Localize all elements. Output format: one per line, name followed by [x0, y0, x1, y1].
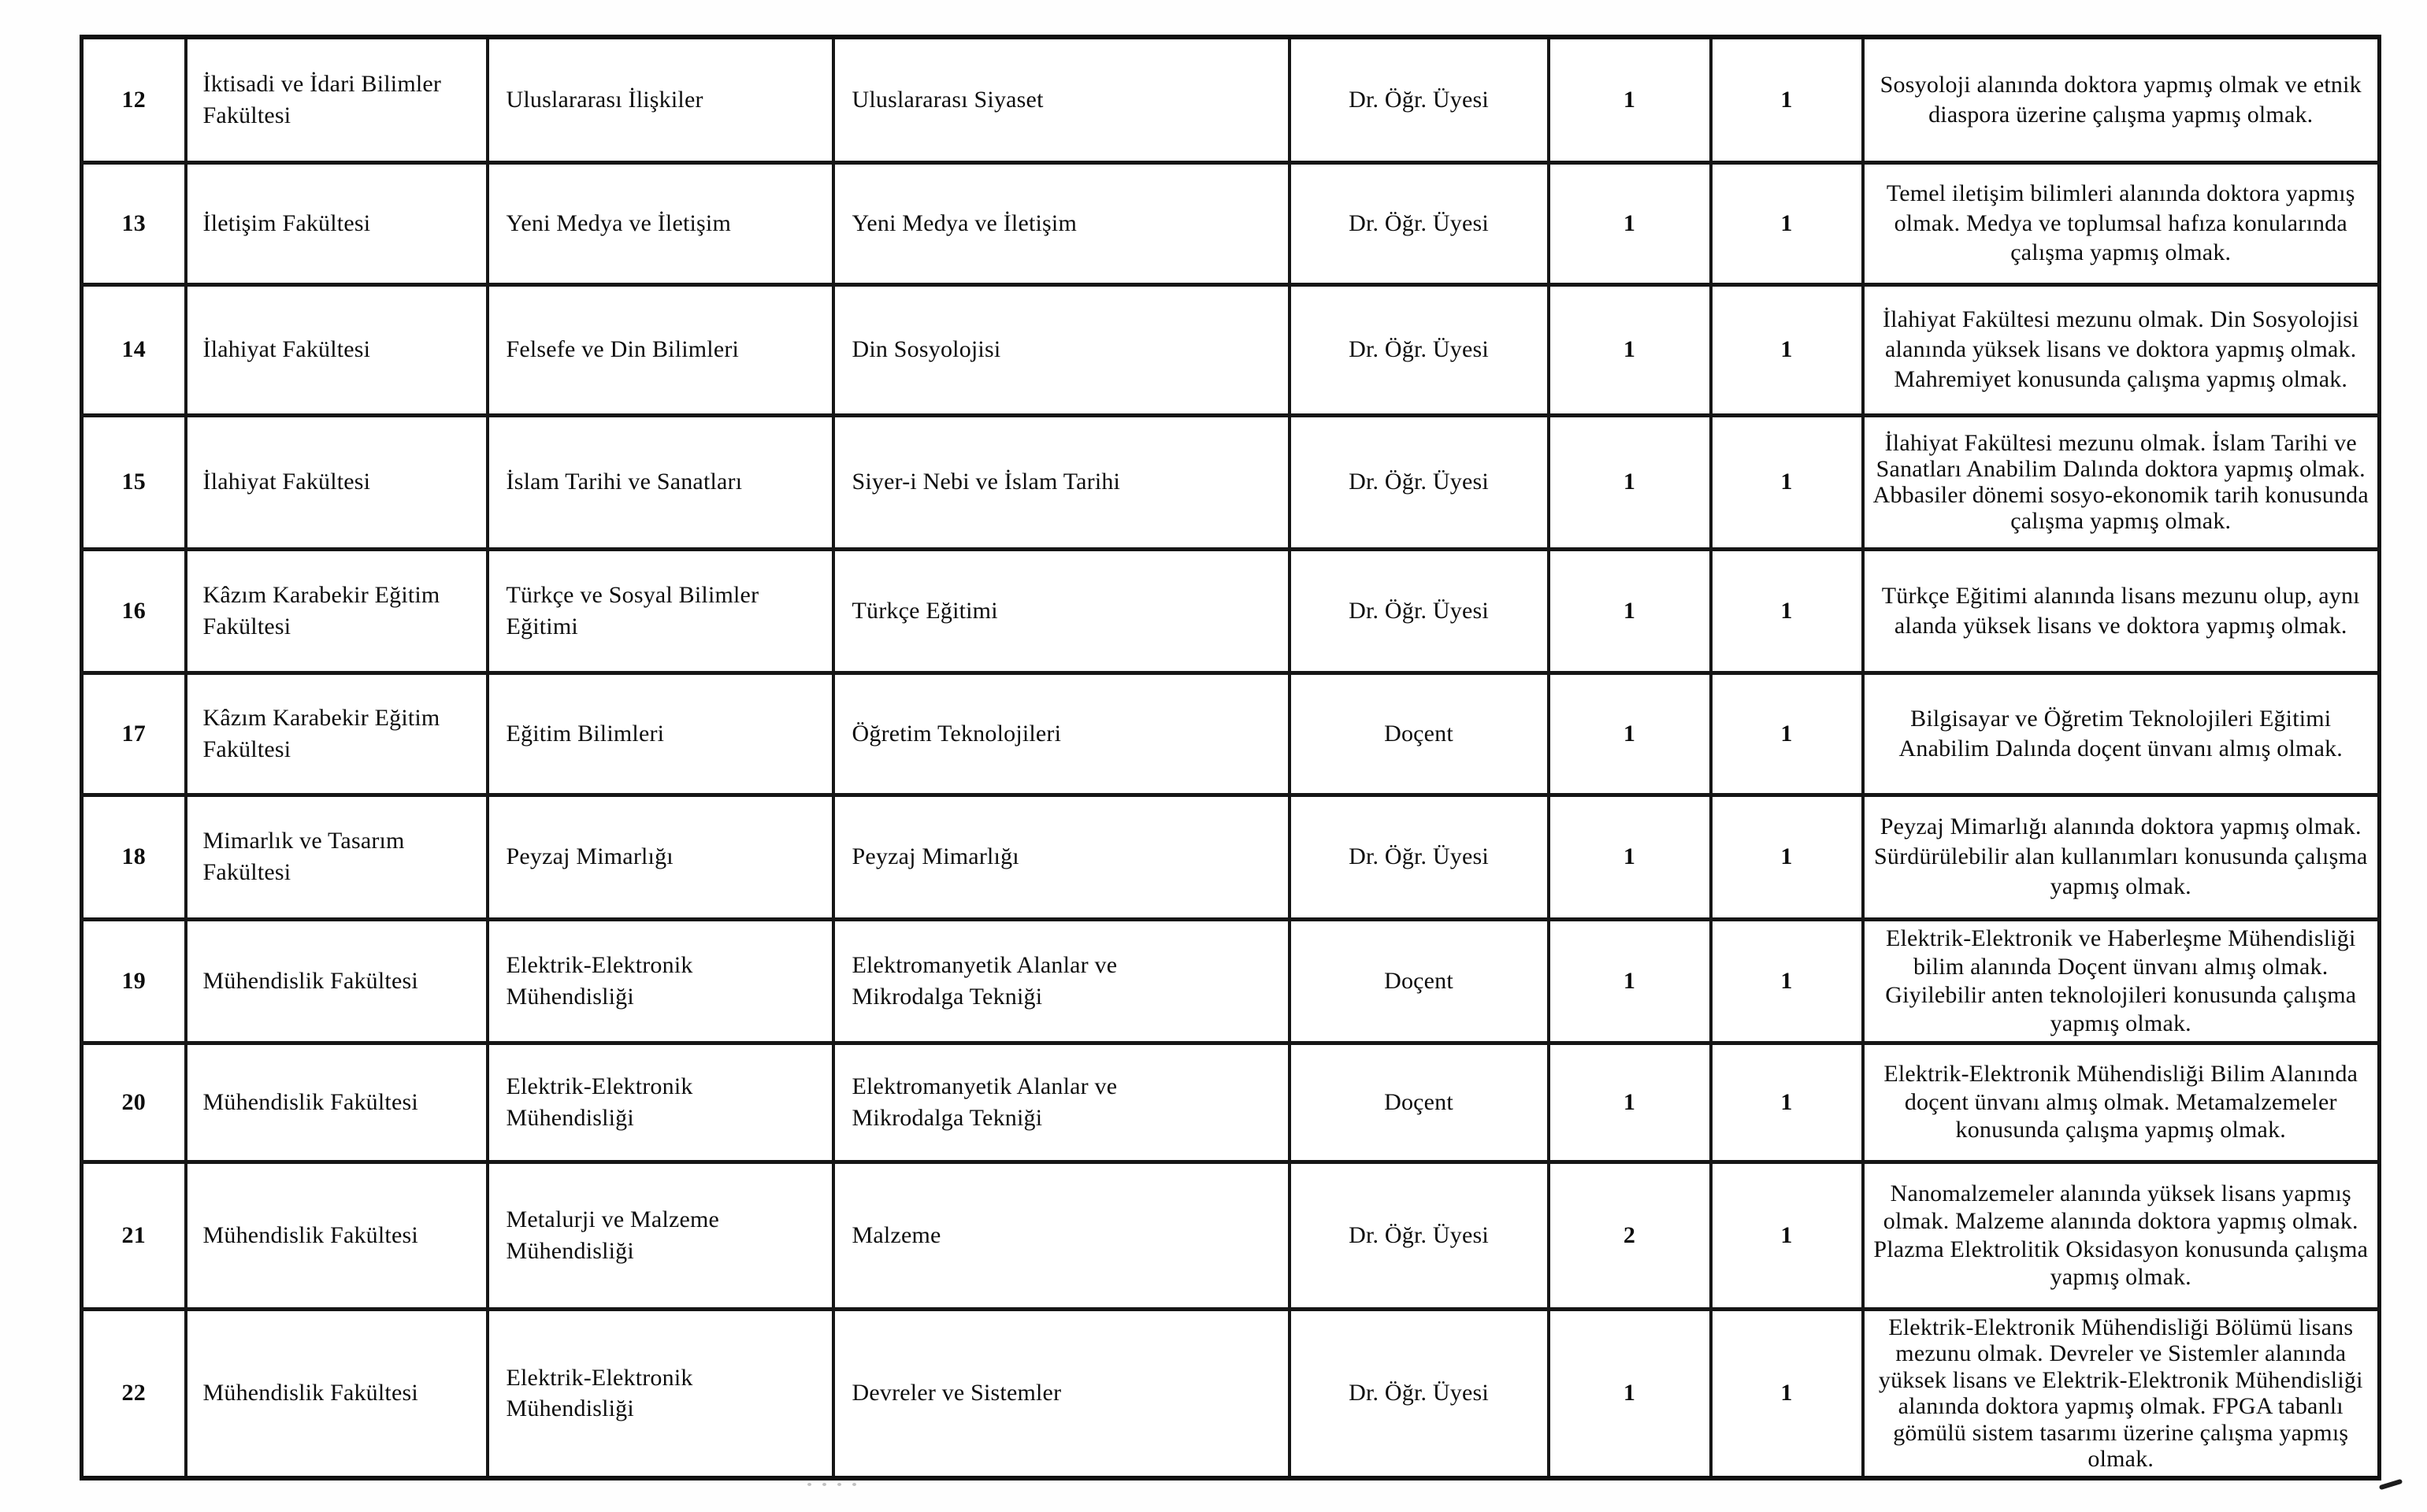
cell-count-a: 1 [1549, 415, 1711, 549]
cell-title: Dr. Öğr. Üyesi [1290, 37, 1549, 162]
cell-department: Felsefe ve Din Bilimleri [488, 284, 833, 415]
table-row [82, 415, 2380, 549]
cell-requirements: Sosyoloji alanında doktora yapmış olmak ve etnik diaspora üzerine çalışma yapmış olmak. [1863, 37, 2380, 162]
table-row [82, 37, 2380, 162]
cell-requirements: Elektrik-Elektronik ve Haberleşme Mühendisliği bilim alanında Doçent ünvanı almış olmak. Giyilebilir anten teknolojileri konusunda çalışma yapmış olmak. [1863, 919, 2380, 1043]
cell-count-a: 2 [1549, 1162, 1711, 1309]
table-body [82, 37, 2380, 1478]
cell-department: Elektrik-Elektronik Mühendisliği [488, 919, 833, 1043]
cell-program: Malzeme [833, 1162, 1290, 1309]
scan-noise-speckles [807, 1476, 902, 1482]
cell-requirements: Bilgisayar ve Öğretim Teknolojileri Eğitimi Anabilim Dalında doçent ünvanı almış olmak. [1863, 673, 2380, 795]
cell-count-a: 1 [1549, 1043, 1711, 1162]
table-row [82, 795, 2380, 919]
cell-program: Devreler ve Sistemler [833, 1309, 1290, 1478]
cell-requirements: İlahiyat Fakültesi mezunu olmak. İslam Tarihi ve Sanatları Anabilim Dalında doktora yapmış olmak. Abbasiler dönemi sosyo-ekonomik tarih konusunda çalışma yapmış olmak. [1863, 415, 2380, 549]
cell-count-a: 1 [1549, 919, 1711, 1043]
cell-faculty: Kâzım Karabekir Eğitim Fakültesi [186, 673, 488, 795]
pen-stroke-mark [2379, 1479, 2403, 1491]
cell-row-no: 22 [82, 1309, 186, 1478]
cell-title: Doçent [1290, 919, 1549, 1043]
cell-department: Yeni Medya ve İletişim [488, 162, 833, 284]
cell-program: Uluslararası Siyaset [833, 37, 1290, 162]
cell-row-no: 12 [82, 37, 186, 162]
cell-row-no: 19 [82, 919, 186, 1043]
table-row [82, 1162, 2380, 1309]
cell-count-a: 1 [1549, 162, 1711, 284]
cell-program: Din Sosyolojisi [833, 284, 1290, 415]
cell-requirements: İlahiyat Fakültesi mezunu olmak. Din Sosyolojisi alanında yüksek lisans ve doktora yapmış olmak. Mahremiyet konusunda çalışma yapmış olmak. [1863, 284, 2380, 415]
cell-requirements: Türkçe Eğitimi alanında lisans mezunu olup, aynı alanda yüksek lisans ve doktora yapmış olmak. [1863, 549, 2380, 673]
cell-row-no: 14 [82, 284, 186, 415]
cell-count-b: 1 [1711, 919, 1863, 1043]
cell-count-b: 1 [1711, 1043, 1863, 1162]
table-row [82, 673, 2380, 795]
cell-department: İslam Tarihi ve Sanatları [488, 415, 833, 549]
cell-requirements: Peyzaj Mimarlığı alanında doktora yapmış olmak. Sürdürülebilir alan kullanımları konusunda çalışma yapmış olmak. [1863, 795, 2380, 919]
cell-requirements: Elektrik-Elektronik Mühendisliği Bölümü lisans mezunu olmak. Devreler ve Sistemler alanında yüksek lisans ve Elektrik-Elektronik Mühendisliği alanında doktora yapmış olmak. FPGA tabanlı gömülü sistem tasarımı üzerine çalışma yapmış olmak. [1863, 1309, 2380, 1478]
cell-title: Doçent [1290, 673, 1549, 795]
cell-program: Türkçe Eğitimi [833, 549, 1290, 673]
cell-faculty: Mühendislik Fakültesi [186, 1162, 488, 1309]
cell-count-b: 1 [1711, 549, 1863, 673]
cell-faculty: İktisadi ve İdari Bilimler Fakültesi [186, 37, 488, 162]
cell-requirements: Temel iletişim bilimleri alanında doktora yapmış olmak. Medya ve toplumsal hafıza konularında çalışma yapmış olmak. [1863, 162, 2380, 284]
cell-count-b: 1 [1711, 37, 1863, 162]
cell-department: Uluslararası İlişkiler [488, 37, 833, 162]
cell-program: Siyer-i Nebi ve İslam Tarihi [833, 415, 1290, 549]
cell-count-a: 1 [1549, 37, 1711, 162]
cell-row-no: 20 [82, 1043, 186, 1162]
cell-faculty: İlahiyat Fakültesi [186, 284, 488, 415]
cell-faculty: Mühendislik Fakültesi [186, 1309, 488, 1478]
cell-count-b: 1 [1711, 795, 1863, 919]
cell-title: Dr. Öğr. Üyesi [1290, 1309, 1549, 1478]
cell-title: Dr. Öğr. Üyesi [1290, 162, 1549, 284]
cell-requirements: Elektrik-Elektronik Mühendisliği Bilim Alanında doçent ünvanı almış olmak. Metamalzemeler konusunda çalışma yapmış olmak. [1863, 1043, 2380, 1162]
cell-row-no: 17 [82, 673, 186, 795]
cell-row-no: 15 [82, 415, 186, 549]
cell-row-no: 13 [82, 162, 186, 284]
cell-count-b: 1 [1711, 1162, 1863, 1309]
cell-program: Peyzaj Mimarlığı [833, 795, 1290, 919]
cell-faculty: Mimarlık ve Tasarım Fakültesi [186, 795, 488, 919]
cell-count-b: 1 [1711, 673, 1863, 795]
cell-program: Yeni Medya ve İletişim [833, 162, 1290, 284]
academic-positions-table [80, 35, 2381, 1480]
cell-count-a: 1 [1549, 1309, 1711, 1478]
cell-row-no: 21 [82, 1162, 186, 1309]
table-row [82, 1043, 2380, 1162]
cell-count-b: 1 [1711, 162, 1863, 284]
table-row [82, 549, 2380, 673]
cell-faculty: Mühendislik Fakültesi [186, 919, 488, 1043]
cell-faculty: Mühendislik Fakültesi [186, 1043, 488, 1162]
cell-title: Dr. Öğr. Üyesi [1290, 795, 1549, 919]
cell-faculty: İletişim Fakültesi [186, 162, 488, 284]
table-row [82, 284, 2380, 415]
cell-faculty: Kâzım Karabekir Eğitim Fakültesi [186, 549, 488, 673]
cell-count-a: 1 [1549, 284, 1711, 415]
table-row [82, 1309, 2380, 1478]
cell-title: Dr. Öğr. Üyesi [1290, 415, 1549, 549]
cell-count-b: 1 [1711, 284, 1863, 415]
cell-department: Türkçe ve Sosyal Bilimler Eğitimi [488, 549, 833, 673]
cell-program: Öğretim Teknolojileri [833, 673, 1290, 795]
cell-count-a: 1 [1549, 549, 1711, 673]
cell-count-a: 1 [1549, 673, 1711, 795]
cell-count-a: 1 [1549, 795, 1711, 919]
cell-title: Dr. Öğr. Üyesi [1290, 549, 1549, 673]
table-row [82, 919, 2380, 1043]
cell-department: Metalurji ve Malzeme Mühendisliği [488, 1162, 833, 1309]
cell-department: Elektrik-Elektronik Mühendisliği [488, 1309, 833, 1478]
cell-row-no: 18 [82, 795, 186, 919]
cell-requirements: Nanomalzemeler alanında yüksek lisans yapmış olmak. Malzeme alanında doktora yapmış olmak. Plazma Elektrolitik Oksidasyon konusunda çalışma yapmış olmak. [1863, 1162, 2380, 1309]
cell-department: Peyzaj Mimarlığı [488, 795, 833, 919]
cell-title: Dr. Öğr. Üyesi [1290, 284, 1549, 415]
cell-program: Elektromanyetik Alanlar ve Mikrodalga Tekniği [833, 919, 1290, 1043]
cell-title: Doçent [1290, 1043, 1549, 1162]
cell-count-b: 1 [1711, 1309, 1863, 1478]
cell-department: Elektrik-Elektronik Mühendisliği [488, 1043, 833, 1162]
cell-department: Eğitim Bilimleri [488, 673, 833, 795]
cell-program: Elektromanyetik Alanlar ve Mikrodalga Tekniği [833, 1043, 1290, 1162]
cell-count-b: 1 [1711, 415, 1863, 549]
cell-title: Dr. Öğr. Üyesi [1290, 1162, 1549, 1309]
table-row [82, 162, 2380, 284]
cell-row-no: 16 [82, 549, 186, 673]
cell-faculty: İlahiyat Fakültesi [186, 415, 488, 549]
